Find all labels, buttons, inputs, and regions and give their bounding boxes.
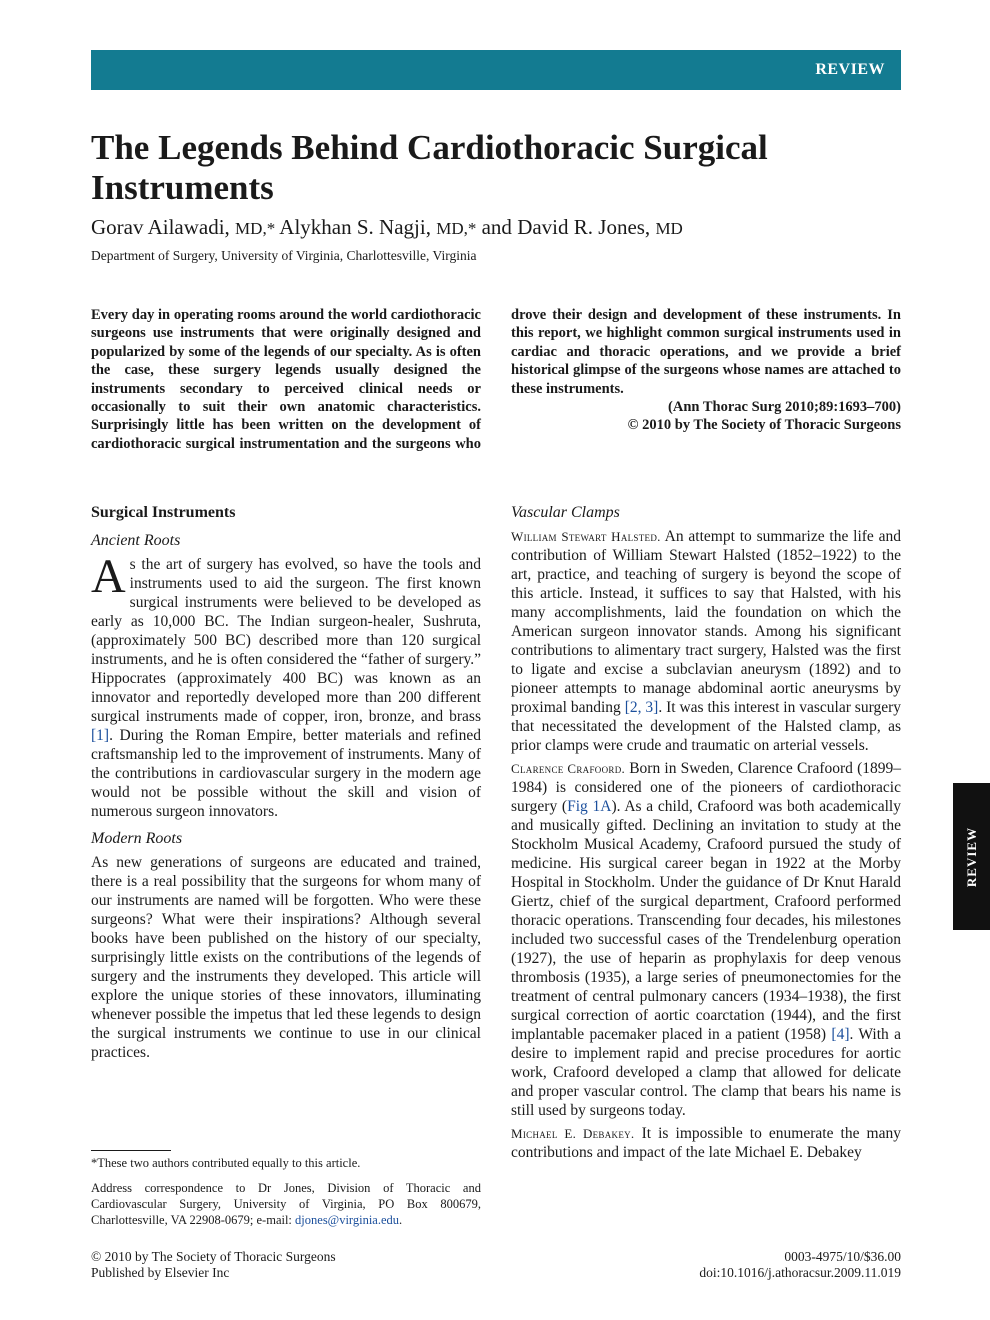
run-in-heading: William Stewart Halsted. (511, 529, 661, 544)
footnote-equal-contribution: *These two authors contributed equally to this article. (91, 1156, 361, 1170)
footer-publisher: Published by Elsevier Inc (91, 1265, 230, 1280)
author-name: Gorav Ailawadi, (91, 215, 230, 239)
left-column (91, 503, 481, 1062)
author-list (91, 215, 683, 240)
paragraph (511, 527, 901, 755)
section-heading: Surgical Instruments (91, 504, 236, 521)
subsection-heading: Vascular Clamps (511, 504, 620, 521)
reference-link[interactable]: [2, 3] (624, 699, 659, 716)
paragraph: As new generations of surgeons are educated and trained, there is a real possibility that the surgeons for whom many of our instruments are named will be forgotten. Who were these surgeons? What were their inspirations? Although several books have been published on the history of our specialty, surprisingly little exists on the contributions of the legends of surgery and the instruments they developed. This article will explore the unique stories of these innovators, illuminating whenever possible the impetus that led these legends to design the surgical instruments we continue to use in our clinical practices. (91, 854, 481, 1061)
section-banner (91, 50, 901, 90)
author-name: Alykhan S. Nagji, (279, 215, 431, 239)
footnote-rule (91, 1150, 171, 1151)
footer-doi: doi:10.1016/j.athoracsur.2009.11.019 (699, 1265, 901, 1280)
paragraph (91, 550, 481, 821)
footer-left (91, 1249, 336, 1281)
article-title: The Legends Behind Cardiothoracic Surgical Instruments (91, 128, 768, 207)
footer-copyright: © 2010 by The Society of Thoracic Surgeons (91, 1249, 336, 1264)
paragraph-text: ). As a child, Crafoord was both academically and musically gifted. Declining an invitation to study at the Stockholm Musical Academy, Crafoord pursued the study of medicine. His surgical career began in 1922 at the Morby Hospital in Stockholm. Under the guidance of Dr Knut Harald Giertz, chief of the surgical department, Crafoord performed thoracic operations. Transcending four decades, his milestones included two successful cases of the Trendelenburg operation (1927), the use of heparin as prophylaxis for deep venous thrombosis (1935), a large series of pneumonectomies for the treatment of central pulmonary cancers (1934–1938), the first surgical correction of aortic coarctation (1944), and the first implantable pacemaker placed in a patient (1958) (511, 798, 901, 1043)
side-tab-label: REVIEW (963, 826, 979, 887)
paragraph (511, 759, 901, 1120)
footnote-text: Address correspondence to Dr Jones, Division of Thoracic and Cardiovascular Surgery, University of Virginia, PO Box 800679, Charlottesville, VA 22908-0679; e-mail: (91, 1181, 481, 1227)
paragraph-text: An attempt to summarize the life and contribution of William Stewart Halsted (1852–1922) to the art, practice, and teaching of surgery is beyond the scope of this article. Instead, it suffices to say that Halsted, with his many accomplishments, laid the foundation on which the American surgeon innovator stands. Among his significant contributions to alimentary tract surgery, Halsted was the first to ligate and excise a subclavian aneurysm (1892) and to pioneer attempts to manage abdominal aortic aneurysms by proximal banding (511, 528, 901, 716)
footer-right (699, 1249, 901, 1281)
abstract-citation: (Ann Thorac Surg 2010;89:1693–700) (668, 399, 901, 416)
reference-link[interactable]: [4] (831, 1026, 850, 1043)
right-column (511, 503, 901, 1162)
paragraph-text: It is impossible to enumerate the many contributions and impact of the late Michael E. Debakey (511, 1125, 901, 1161)
author-degree: MD,* (235, 219, 276, 238)
run-in-heading: Michael E. Debakey. (511, 1126, 635, 1141)
subsection-heading: Ancient Roots (91, 532, 181, 549)
footnote-correspondence (91, 1180, 481, 1228)
figure-link[interactable]: Fig 1A (567, 798, 612, 815)
affiliation: Department of Surgery, University of Virginia, Charlottesville, Virginia (91, 248, 477, 263)
paragraph-text: . It was this interest in vascular surgery that necessitated the development of the Halsted clamp, as prior clamps were crude and traumatic on arterial vessels. (511, 699, 901, 754)
footnote-text: . (399, 1213, 403, 1227)
abstract-text: Every day in operating rooms around the world cardiothoracic surgeons use instruments that were originally designed and popularized by some of the legends of our specialty. As is often the case, these surgery legends usually designed the instruments secondary to perceived clinical needs or occasionally to suit their own anatomic characteristics. Surprisingly little has been written on the development of cardiothoracic surgical instrumentation and the surgeons who drove their design and development of these instruments. In this report, we highlight common surgical instruments used in cardiac and thoracic operations, and we provide a brief historical glimpse of the surgeons whose names are attached to these instruments. (91, 307, 901, 452)
footer-issn: 0003-4975/10/$36.00 (784, 1249, 901, 1264)
paragraph-text: . With a desire to implement rapid and precise procedures for aortic work, Crafoord developed a clamp that allowed for delicate and proper vascular control. The clamp that bears his name is still used by surgeons today. (511, 1026, 901, 1119)
subsection-heading: Modern Roots (91, 830, 183, 847)
paragraph-text: . During the Roman Empire, better materials and refined craftsmanship led to the improvement of instruments. Many of the contributions in cardiovascular surgery in the modern age would not be possible without the skill and vision of numerous surgeon innovators. (91, 727, 481, 820)
abstract-copyright: © 2010 by The Society of Thoracic Surgeons (627, 417, 901, 434)
author-name: David R. Jones, (517, 215, 651, 239)
drop-cap: A (91, 550, 126, 603)
email-link[interactable]: djones@virginia.edu (295, 1213, 400, 1227)
author-conjunction: and (481, 215, 512, 239)
section-label: REVIEW (815, 61, 885, 78)
author-degree: MD (655, 219, 683, 238)
run-in-heading: Clarence Crafoord. (511, 761, 626, 776)
side-section-tab (953, 783, 990, 930)
paragraph-text: s the art of surgery has evolved, so have the tools and instruments used to aid the surgeon. The first known surgical instruments were believed to be developed as early as 10,000 BC. The Indian surgeon-healer, Sushruta, (approximately 500 BC) described more than 120 surgical instruments, and he is often considered the “father of surgery.” Hippocrates (approximately 400 BC) was known as an innovator and reportedly developed more than 200 different surgical instruments made of copper, iron, bronze, and brass (91, 556, 481, 725)
author-degree: MD,* (436, 219, 477, 238)
paragraph (511, 1124, 901, 1162)
abstract (91, 306, 901, 466)
paragraph-text: Born in Sweden, Clarence Crafoord (1899–1984) is considered one of the pioneers of cardiothoracic surgery ( (511, 760, 901, 815)
reference-link[interactable]: [1] (91, 727, 110, 744)
